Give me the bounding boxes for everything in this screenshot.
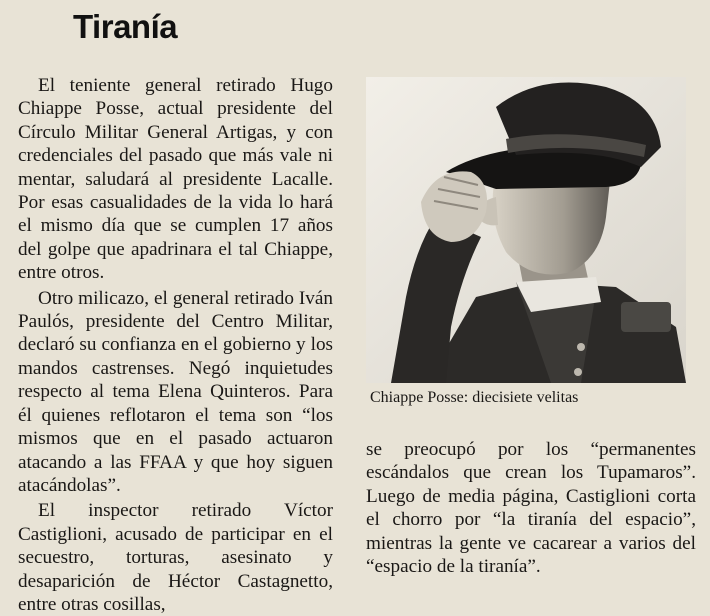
article-right-column <box>366 438 696 578</box>
headline: Tiranía <box>73 8 178 45</box>
article-paragraph: El teniente general retirado Hugo Chiappe Posse, actual presidente del Círculo Militar General Artigas, y con credenciales del pasado que más vale ni mentar, saludará al presidente Lacalle. Por esas casualidades de la vida lo hará el mismo día que se cumplen 17 años del golpe que apadrinara el tal Chiappe, entre otros. <box>18 75 333 284</box>
article-continuation: se preocupó por los “permanentes escándalos que crean los Tupamaros”. Luego de media página, Castiglioni corta el chorro por “la tiranía del espacio”, mientras la gente ve cacarear a varios del “espacio de la tiranía”. <box>366 439 696 578</box>
article-paragraph: Otro milicazo, el general retirado Iván Paulós, presidente del Centro Militar, declaró su confianza en el gobierno y los mandos castrenses. Negó inquietudes respecto al tema Elena Quinteros. Para él quienes reflotaron el tema son “los mismos que en el pasado actuaron atacando a las FFAA y que hoy siguen atacándolas”. <box>18 287 333 496</box>
article-left-column <box>18 74 333 616</box>
article-paragraph: El inspector retirado Víctor Castiglioni, acusado de participar en el secuestro, torturas, asesinato y desaparición de Héctor Castagnetto, entre otras cosillas, <box>18 500 333 615</box>
photo-caption: Chiappe Posse: diecisiete velitas <box>370 389 579 406</box>
officer-salute-photo <box>366 77 686 383</box>
